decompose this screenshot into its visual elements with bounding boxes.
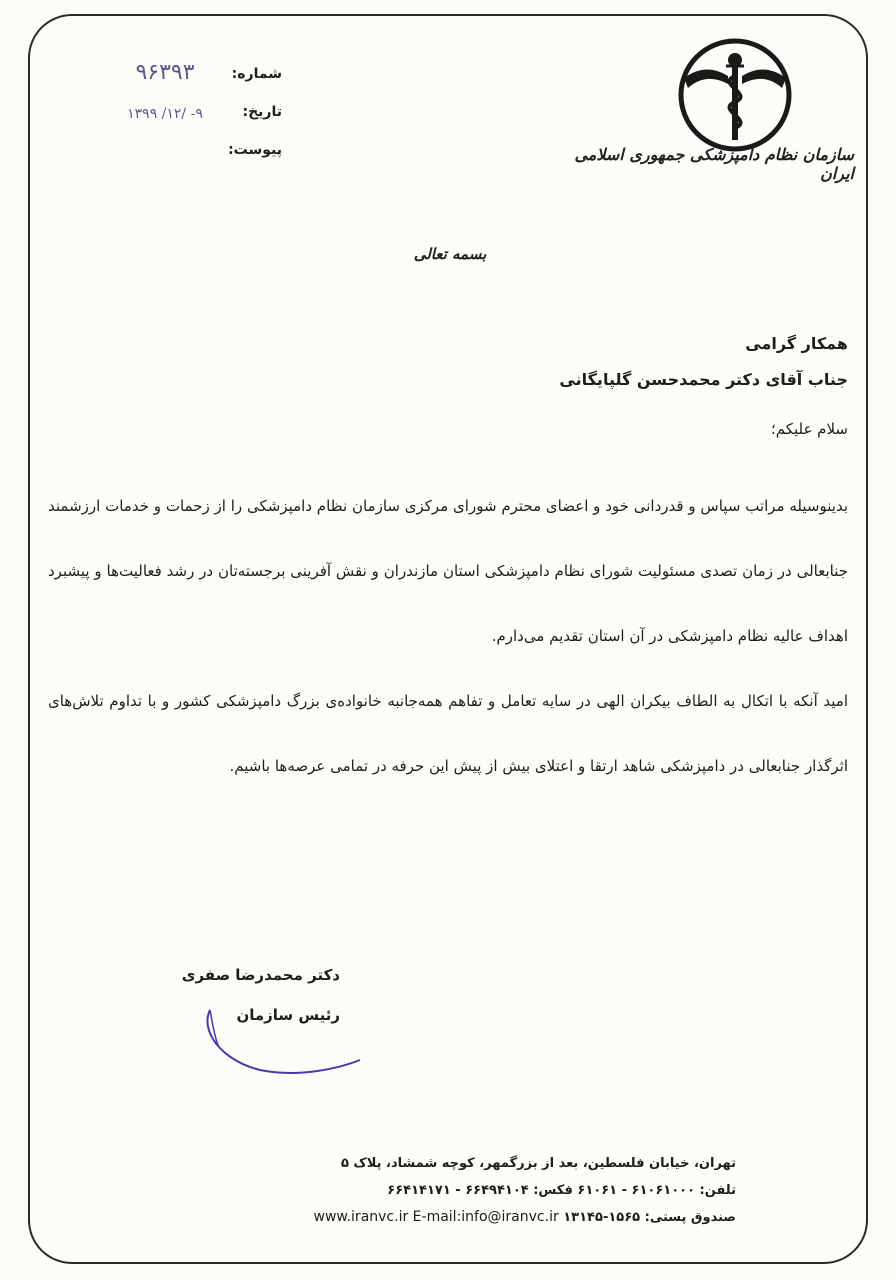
footer-address: تهران، خیابان فلسطین، بعد از بزرگمهر، کوچه شمشاد، پلاک ۵: [340, 1156, 736, 1171]
signatory-name: دکتر محمدرضا صفری: [181, 966, 340, 984]
date-value: ۱۳۹۹ /۱۲/ -۹: [127, 106, 203, 122]
organization-name: سازمان نظام دامپزشکی جمهوری اسلامی ایران: [574, 145, 854, 183]
number-row: [100, 60, 300, 98]
salutation-line-1: همکار گرامی: [745, 334, 848, 353]
greeting: سلام علیکم؛: [770, 420, 848, 438]
body-paragraph-1: بدینوسیله مراتب سپاس و قدردانی خود و اعضای محترم شورای مرکزی سازمان نظام دامپزشکی را از زحمات و خدمات ارزشمند جنابعالی در زمان تصدی مسئولیت شورای نظام دامپزشکی استان مازندران و نقش آفرینی برجسته‌تان در رشد فعالیت‌ها و پیشبرد اهداف عالیه نظام دامپزشکی در آن استان تقدیم می‌دارم.: [48, 497, 848, 645]
footer-postal-row: [176, 1204, 736, 1231]
basmala: بسمه تعالی: [413, 245, 487, 263]
attachment-row: [100, 136, 300, 174]
attachment-label: پیوست:: [228, 142, 282, 158]
date-label: تاریخ:: [242, 104, 282, 120]
salutation: [348, 326, 848, 398]
number-value: ۹۶۳۹۳: [135, 60, 195, 85]
footer-phones: تلفن: ۶۱۰۶۱۰۰۰ - ۶۱۰۶۱ فکس: ۶۶۴۹۴۱۰۴ - ۶۶۴۱۴۱۷۱: [387, 1183, 736, 1198]
date-row: [100, 98, 300, 136]
footer-web: www.iranvc.ir E-mail:info@iranvc.ir: [313, 1209, 559, 1225]
body-paragraph-2: امید آنکه با اتکال به الطاف بیکران الهی در سایه تعامل و تفاهم همه‌جانبه خانواده‌ی بزرگ دامپزشکی کشور و با تداوم تلاش‌های اثرگذار جنابعالی در دامپزشکی شاهد ارتقا و اعتلای بیش از پیش این حرفه در تمامی عرصه‌ها باشیم.: [48, 692, 848, 775]
signature-scribble: [170, 990, 370, 1090]
number-label: شماره:: [231, 66, 282, 82]
letter-body: [48, 474, 848, 799]
footer-postal: صندوق پستی: ۱۵۶۵-۱۳۱۴۵: [563, 1210, 736, 1225]
letter-meta: [100, 60, 300, 174]
salutation-line-2: جناب آقای دکتر محمدحسن گلپایگانی: [559, 370, 848, 389]
letter-footer: [176, 1150, 736, 1231]
signatory-title: رئیس سازمان: [236, 1006, 340, 1024]
organization-logo: [676, 36, 794, 154]
